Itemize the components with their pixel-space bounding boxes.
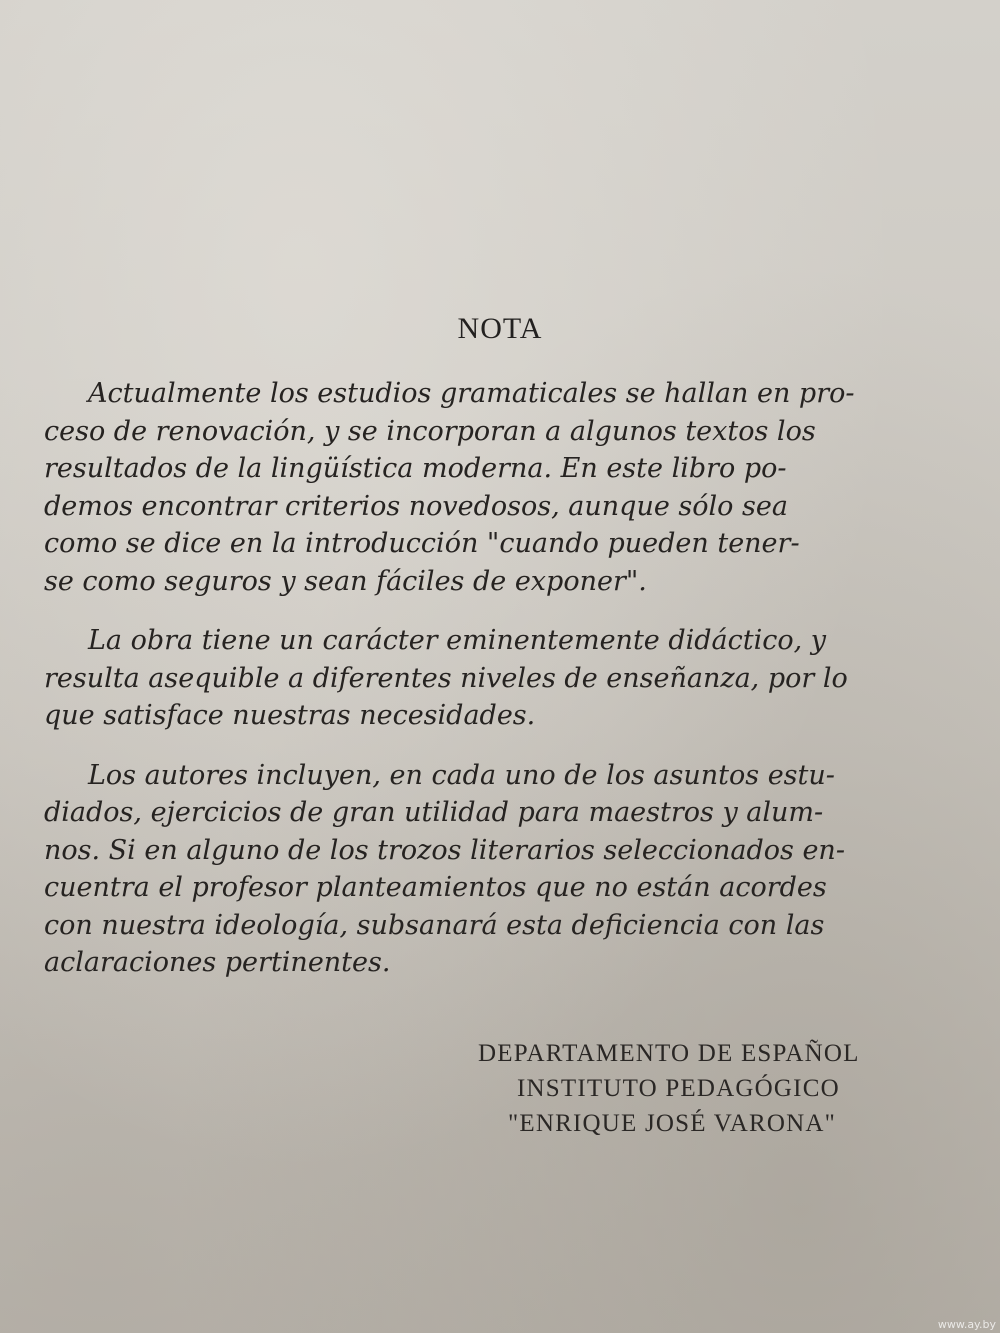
paragraph-line: La obra tiene un carácter eminentemente didáctico, y [88, 625, 827, 656]
paragraph-line: con nuestra ideología, subsanará esta deficiencia con las [44, 909, 825, 941]
paragraph-line: como se dice en la introducción "cuando pueden tener- [44, 528, 800, 559]
paragraph-1 [44, 375, 954, 600]
paragraph-line: que satisface nuestras necesidades. [44, 700, 536, 731]
paragraph-line: Actualmente los estudios gramaticales se hallan en pro- [88, 378, 855, 409]
page-heading: NOTA [457, 312, 543, 345]
signature-institute: INSTITUTO PEDAGÓGICO [517, 1075, 840, 1102]
signature-department: DEPARTAMENTO DE ESPAÑOL [478, 1040, 860, 1067]
paragraph-line: nos. Si en alguno de los trozos literarios seleccionados en- [44, 834, 845, 866]
paragraph-line: resulta asequible a diferentes niveles de enseñanza, por lo [44, 662, 848, 694]
paragraph-2 [44, 622, 954, 735]
paragraph-3 [44, 757, 954, 982]
paragraph-line: resultados de la lingüística moderna. En este libro po- [44, 453, 787, 484]
watermark: www.ay.by [937, 1318, 996, 1331]
signature-block [470, 1036, 940, 1141]
signature-institute-name: "ENRIQUE JOSÉ VARONA" [508, 1110, 837, 1137]
paragraph-line: Los autores incluyen, en cada uno de los asuntos estu- [88, 759, 835, 791]
paragraph-line: se como seguros y sean fáciles de exponer". [44, 565, 647, 597]
paragraph-line: diados, ejercicios de gran utilidad para maestros y alum- [44, 797, 824, 828]
paragraph-line: ceso de renovación, y se incorporan a algunos textos los [44, 415, 816, 447]
paragraph-line: demos encontrar criterios novedosos, aunque sólo sea [44, 490, 788, 522]
note-body [44, 375, 954, 1004]
paragraph-line: cuentra el profesor planteamientos que no están acordes [44, 872, 827, 903]
paragraph-line: aclaraciones pertinentes. [44, 947, 391, 978]
